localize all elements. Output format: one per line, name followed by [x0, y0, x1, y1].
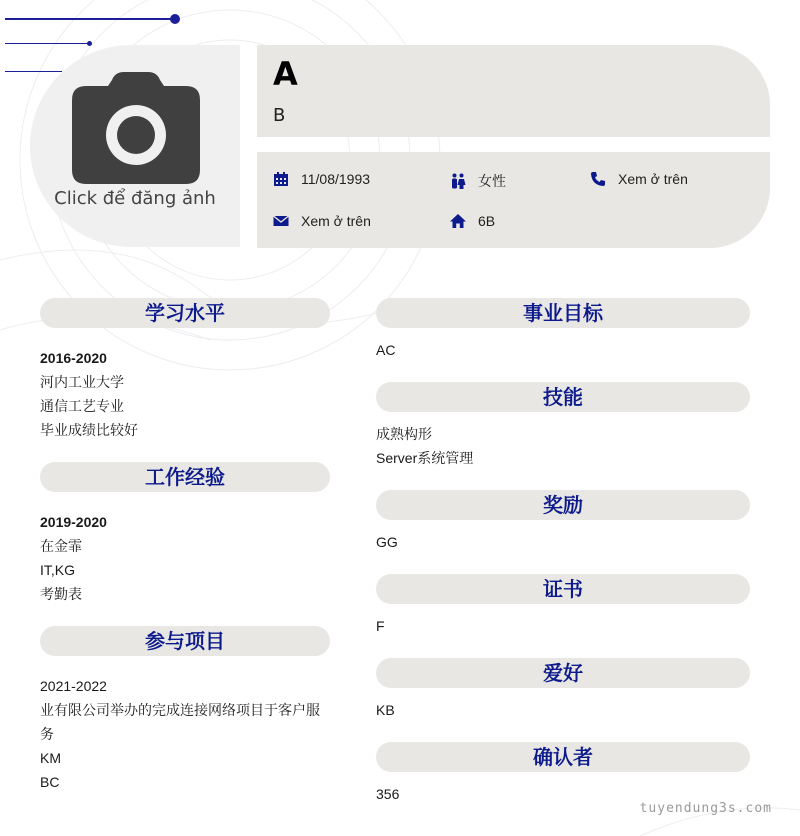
decor-line-2	[5, 43, 90, 44]
projects-desc-line2: 务	[40, 726, 54, 742]
decor-line-1	[5, 18, 175, 20]
projects-desc-line1: 业有限公司举办的完成连接网络项目于客户服	[40, 702, 320, 718]
calendar-icon	[273, 171, 289, 187]
decor-line-3	[5, 71, 62, 72]
section-objective-title: 事业目标	[376, 298, 750, 328]
people-icon	[450, 173, 466, 189]
name-panel	[257, 45, 770, 137]
watermark: tuyendung3s.com	[639, 801, 772, 816]
section-hobbies-title: 爱好	[376, 658, 750, 688]
decor-dot-1	[170, 14, 180, 24]
skills-item-2: Server系统管理	[376, 450, 474, 466]
address-value: 6B	[478, 213, 496, 229]
projects-note: BC	[40, 774, 60, 790]
section-skills-title: 技能	[376, 382, 750, 412]
info-email	[273, 213, 371, 229]
contact-info-panel	[257, 152, 770, 248]
section-education-title: 学习水平	[40, 298, 330, 328]
photo-upload[interactable]	[30, 45, 240, 247]
home-icon	[450, 213, 466, 229]
experience-position: IT,KG	[40, 562, 76, 578]
section-certificates-title: 证书	[376, 574, 750, 604]
projects-role: KM	[40, 750, 61, 766]
birthdate-value: 11/08/1993	[301, 171, 371, 187]
experience-company: 在金霏	[40, 538, 82, 554]
education-period: 2016-2020	[40, 350, 107, 366]
section-experience-title: 工作经验	[40, 462, 330, 492]
phone-value: Xem ở trên	[618, 171, 688, 187]
gender-value: 女性	[478, 173, 506, 189]
projects-period: 2021-2022	[40, 678, 107, 694]
objective-text: AC	[376, 342, 396, 358]
info-birthdate	[273, 171, 370, 187]
experience-period: 2019-2020	[40, 514, 107, 530]
info-gender	[450, 171, 506, 191]
profile-subtitle: B	[273, 105, 286, 126]
section-references-title: 确认者	[376, 742, 750, 772]
certificates-text: F	[376, 618, 385, 634]
references-text: 356	[376, 786, 400, 802]
camera-icon	[72, 72, 200, 184]
phone-icon	[590, 171, 606, 187]
email-value: Xem ở trên	[301, 213, 371, 229]
education-school: 河内工业大学	[40, 374, 124, 390]
experience-task: 考勤表	[40, 586, 82, 602]
education-major: 通信工艺专业	[40, 398, 124, 414]
section-projects-title: 参与项目	[40, 626, 330, 656]
hobbies-text: KB	[376, 702, 395, 718]
skills-item-1: 成熟构形	[376, 426, 432, 442]
decor-dot-2	[87, 41, 92, 46]
envelope-icon	[273, 213, 289, 229]
info-phone	[590, 171, 688, 187]
education-result: 毕业成绩比较好	[40, 422, 138, 438]
info-address	[450, 213, 495, 229]
profile-name: A	[273, 55, 298, 93]
section-awards-title: 奖励	[376, 490, 750, 520]
photo-upload-label: Click để đăng ảnh	[54, 188, 216, 209]
awards-text: GG	[376, 534, 398, 550]
